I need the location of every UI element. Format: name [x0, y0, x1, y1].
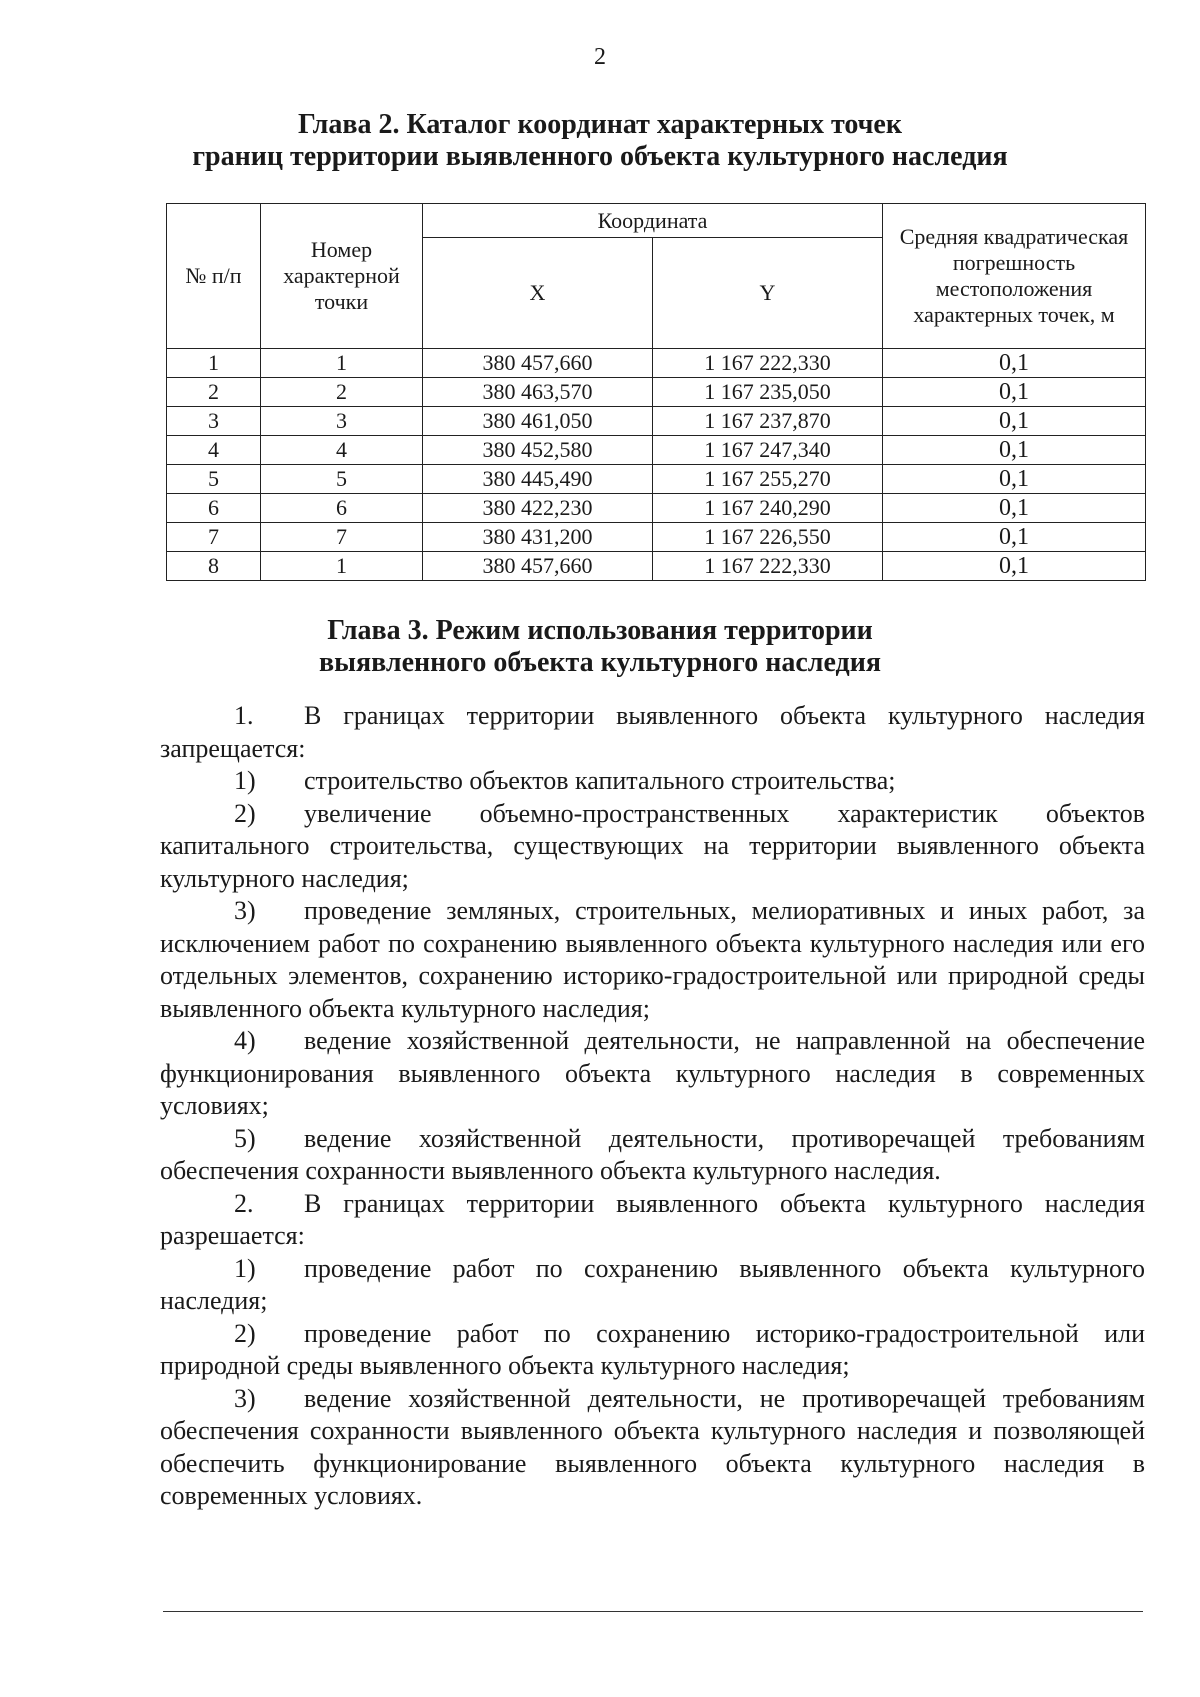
cell-point: 7	[261, 523, 423, 552]
paragraph-text: проведение работ по сохранению выявленного объекта культурного наследия;	[160, 1253, 1145, 1315]
paragraph	[160, 1123, 1145, 1188]
paragraph-number: 1.	[234, 701, 254, 730]
cell-y: 1 167 222,330	[653, 349, 883, 378]
cell-y: 1 167 247,340	[653, 436, 883, 465]
cell-x: 380 431,200	[423, 523, 653, 552]
cell-accuracy: 0,1	[883, 378, 1146, 407]
table-row	[167, 407, 1146, 436]
header-accuracy: Средняя квадратическая погрешность местоположения характерных точек, м	[883, 204, 1146, 349]
paragraph-number: 1)	[234, 1253, 256, 1283]
table-row	[167, 465, 1146, 494]
cell-x: 380 461,050	[423, 407, 653, 436]
paragraph	[160, 1318, 1145, 1383]
paragraph-text: ведение хозяйственной деятельности, не противоречащей требованиям обеспечения сохранности выявленного объекта культурного наследия и позволяющей обеспечить функционирование выявленного объекта культурного наследия в современных условиях.	[160, 1383, 1145, 1510]
paragraph	[160, 1253, 1145, 1318]
paragraph	[160, 700, 1145, 765]
paragraph-number: 2)	[234, 798, 256, 828]
cell-num: 6	[167, 494, 261, 523]
cell-point: 1	[261, 349, 423, 378]
chapter-3-title-line-2: выявленного объекта культурного наследия	[319, 647, 881, 678]
cell-num: 8	[167, 552, 261, 581]
header-x: X	[423, 238, 653, 349]
paragraph-number: 2)	[234, 1318, 256, 1348]
cell-num: 5	[167, 465, 261, 494]
chapter-3-title-line-1: Глава 3. Режим использования территории	[327, 615, 873, 646]
header-num: № п/п	[167, 204, 261, 349]
cell-accuracy: 0,1	[883, 494, 1146, 523]
header-y: Y	[653, 238, 883, 349]
paragraph-text: проведение земляных, строительных, мелиоративных и иных работ, за исключением работ по сохранению выявленного объекта культурного наследия или его отдельных элементов, сохранению историко-градостроительной или природной среды выявленного объекта культурного наследия;	[160, 896, 1145, 1023]
cell-accuracy: 0,1	[883, 552, 1146, 581]
paragraph-text: В границах территории выявленного объекта культурного наследия запрещается:	[160, 701, 1145, 763]
header-point: Номер характерной точки	[261, 204, 423, 349]
cell-x: 380 452,580	[423, 436, 653, 465]
cell-accuracy: 0,1	[883, 349, 1146, 378]
paragraph	[160, 765, 1145, 798]
footer-rule	[163, 1611, 1143, 1612]
paragraph	[160, 1025, 1145, 1123]
paragraph-text: строительство объектов капитального строительства;	[304, 766, 896, 795]
paragraph-text: В границах территории выявленного объекта культурного наследия разрешается:	[160, 1188, 1145, 1250]
paragraph-text: ведение хозяйственной деятельности, не направленной на обеспечение функционирования выявленного объекта культурного наследия в современных условиях;	[160, 1026, 1145, 1120]
paragraph-number: 2.	[234, 1188, 254, 1218]
table-row	[167, 436, 1146, 465]
table-header	[167, 204, 1146, 349]
paragraph	[160, 1383, 1145, 1513]
cell-point: 2	[261, 378, 423, 407]
cell-x: 380 445,490	[423, 465, 653, 494]
cell-y: 1 167 226,550	[653, 523, 883, 552]
cell-num: 7	[167, 523, 261, 552]
cell-accuracy: 0,1	[883, 523, 1146, 552]
cell-x: 380 457,660	[423, 349, 653, 378]
cell-y: 1 167 235,050	[653, 378, 883, 407]
header-coordinate: Координата	[423, 204, 883, 238]
coordinates-table	[166, 203, 1146, 581]
cell-point: 5	[261, 465, 423, 494]
cell-x: 380 463,570	[423, 378, 653, 407]
cell-accuracy: 0,1	[883, 436, 1146, 465]
cell-y: 1 167 222,330	[653, 552, 883, 581]
table-row	[167, 552, 1146, 581]
paragraph-number: 3)	[234, 896, 256, 925]
cell-point: 4	[261, 436, 423, 465]
table-row	[167, 523, 1146, 552]
table-body	[167, 349, 1146, 581]
paragraph	[160, 895, 1145, 1025]
page-number: 2	[594, 44, 606, 70]
paragraph-number: 5)	[234, 1123, 256, 1153]
cell-num: 4	[167, 436, 261, 465]
chapter-3-title	[0, 615, 1200, 679]
cell-point: 6	[261, 494, 423, 523]
chapter-3-body	[160, 700, 1145, 1513]
table-row	[167, 378, 1146, 407]
cell-x: 380 422,230	[423, 494, 653, 523]
cell-x: 380 457,660	[423, 552, 653, 581]
cell-accuracy: 0,1	[883, 465, 1146, 494]
paragraph-number: 1)	[234, 766, 256, 795]
cell-num: 2	[167, 378, 261, 407]
cell-y: 1 167 255,270	[653, 465, 883, 494]
table-row	[167, 494, 1146, 523]
paragraph-number: 4)	[234, 1026, 256, 1055]
chapter-2-title	[0, 109, 1200, 173]
cell-point: 3	[261, 407, 423, 436]
paragraph-text: проведение работ по сохранению историко-градостроительной или природной среды выявленного объекта культурного наследия;	[160, 1318, 1145, 1380]
table-row	[167, 349, 1146, 378]
paragraph	[160, 798, 1145, 896]
paragraph-number: 3)	[234, 1383, 256, 1413]
paragraph-text: ведение хозяйственной деятельности, противоречащей требованиям обеспечения сохранности выявленного объекта культурного наследия.	[160, 1123, 1145, 1185]
paragraph-text: увеличение объемно-пространственных характеристик объектов капитального строительства, существующих на территории выявленного объекта культурного наследия;	[160, 798, 1145, 893]
chapter-2-title-line-2: границ территории выявленного объекта культурного наследия	[192, 141, 1008, 172]
cell-num: 3	[167, 407, 261, 436]
cell-y: 1 167 240,290	[653, 494, 883, 523]
cell-y: 1 167 237,870	[653, 407, 883, 436]
cell-point: 1	[261, 552, 423, 581]
paragraph	[160, 1188, 1145, 1253]
cell-accuracy: 0,1	[883, 407, 1146, 436]
cell-num: 1	[167, 349, 261, 378]
chapter-2-title-line-1: Глава 2. Каталог координат характерных точек	[298, 109, 902, 140]
